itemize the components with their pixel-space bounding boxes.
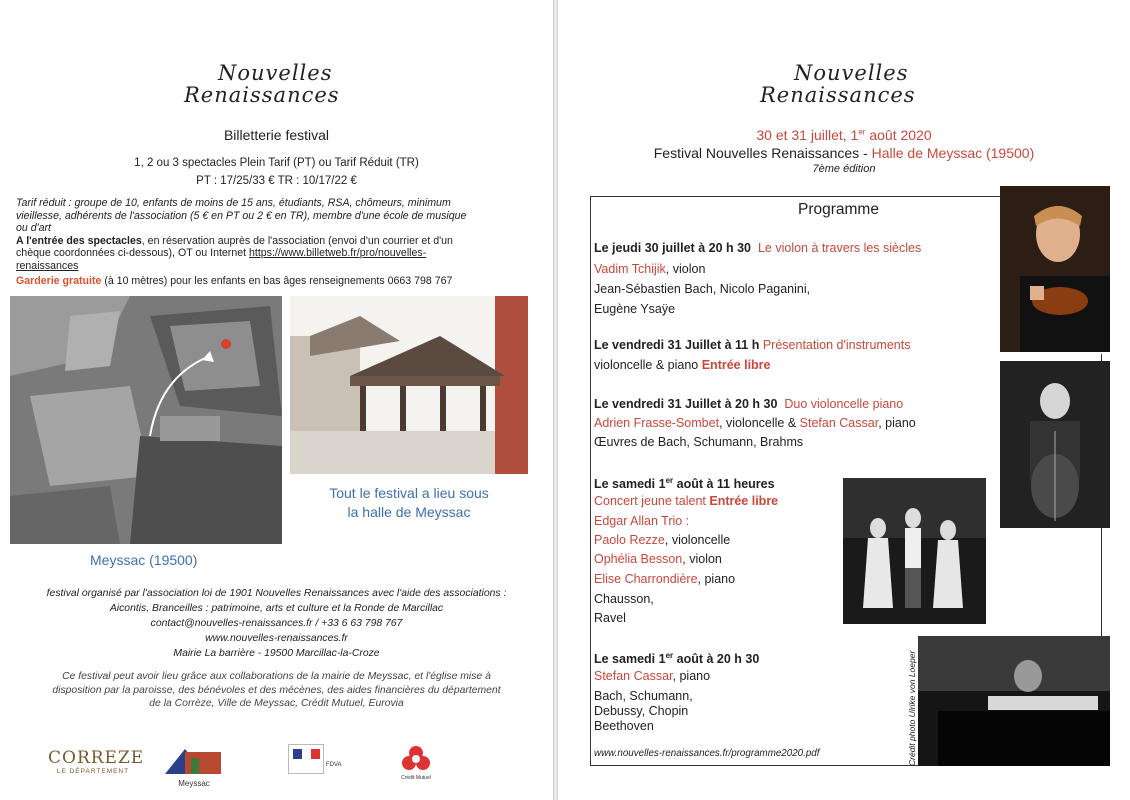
event4-title-a: Concert jeune talent [594, 494, 710, 508]
entry-bold: A l'entrée des spectacles [16, 234, 142, 247]
meyssac-text: Meyssac [178, 779, 210, 788]
halle-caption-l2: la halle de Meyssac [347, 504, 471, 520]
event5-artist: Stefan Cassar [594, 669, 673, 683]
event4-header [594, 473, 775, 492]
halle-photo [290, 296, 528, 474]
thanks-l1: Ce festival peut avoir lieu grâce aux collaborations de la mairie de Meyssac, et l'église mise à [62, 671, 491, 682]
event2-detail [594, 357, 771, 373]
ticket-heading: Billetterie festival [223, 127, 330, 143]
reduced-tariff [16, 197, 536, 287]
halle-caption-l1: Tout le festival a lieu sous [329, 485, 489, 501]
event2-header [594, 337, 910, 353]
logo-line1: Nouvelles [218, 61, 333, 85]
org-l1: festival organisé par l'association loi de 1901 Nouvelles Renaissances avec l'aide des associations : [46, 588, 507, 599]
logo-line2: Renaissances [184, 83, 340, 107]
event5-header [594, 648, 759, 667]
event2-date: Le vendredi 31 Juillet à 11 h [594, 338, 760, 352]
programme-title: Programme [798, 201, 879, 218]
event3-title: Duo violoncelle piano [784, 397, 904, 411]
festival-name [558, 145, 1130, 161]
aerial-map-image [10, 296, 282, 544]
festival-venue: Halle de Meyssac (19500) [871, 145, 1035, 161]
thanks-info [0, 670, 553, 711]
aerial-map-photo [10, 296, 282, 544]
credit-mutuel-text: Crédit Mutuel [401, 775, 431, 781]
tickets-line2: PT : 17/25/33 € TR : 10/17/22 € [196, 175, 357, 187]
billetweb-link-cont[interactable]: renaissances [16, 259, 79, 272]
tickets-line1: 1, 2 ou 3 spectacles Plein Tarif (PT) ou Tarif Réduit (TR) [134, 157, 419, 169]
event1-header [594, 240, 921, 256]
pianist-photo [918, 636, 1110, 766]
event3-works: Œuvres de Bach, Schumann, Brahms [594, 435, 804, 449]
trio-photo [843, 478, 986, 624]
event1-title: Le violon à travers les siècles [757, 241, 922, 255]
right-page [558, 0, 1130, 800]
event4-performer2 [594, 551, 722, 567]
event3-artist1: Adrien Frasse-Sombet [594, 416, 720, 430]
event4-performer3 [594, 571, 735, 587]
correze-sub: LE DÉPARTEMENT [56, 768, 130, 775]
event2-instruments: violoncelle & piano [594, 358, 702, 372]
organizer-info [0, 586, 553, 661]
meyssac-logo-image [165, 744, 223, 774]
logo-line2-right: Renaissances [760, 83, 916, 107]
event3-role1: , violoncelle & [719, 416, 800, 430]
billetweb-link[interactable]: https://www.billetweb.fr/pro/nouvelles- [249, 247, 427, 260]
programme-url[interactable]: www.nouvelles-renaissances.fr/programme2020.pdf [594, 748, 820, 759]
pianist-image [918, 636, 1110, 766]
event3-artist2: Stefan Cassar [799, 416, 879, 430]
event4-performer1 [594, 532, 730, 548]
left-page [0, 0, 553, 800]
event3-role2: , piano [878, 416, 916, 430]
org-l4: www.nouvelles-renaissances.fr [205, 633, 348, 644]
fdva-text: FDVA [326, 762, 342, 768]
event5-role: , piano [672, 669, 711, 683]
event4-p1-role: , violoncelle [664, 533, 731, 547]
event1-role: , violon [665, 262, 706, 276]
credit-mutuel-logo [398, 744, 434, 780]
event3-header [594, 396, 903, 412]
logo-line1-right: Nouvelles [794, 61, 909, 85]
event4-works1: Chausson, [594, 592, 654, 606]
event4-sup: er [665, 476, 674, 485]
thanks-l3: de la Corrèze, Ville de Meyssac, Crédit Mutuel, Eurovia [149, 698, 404, 709]
event4-p2-role: , violon [682, 552, 722, 566]
org-l3: contact@nouvelles-renaissances.fr / +33 6 63 798 767 [150, 618, 403, 629]
event1-works1: Jean-Sébastien Bach, Nicolo Paganini, [594, 282, 811, 296]
event1-works2: Eugène Ysaÿe [594, 302, 676, 316]
garderie-rest: (à 10 mètres) pour les enfants en bas âges renseignements 0663 798 767 [101, 274, 453, 287]
map-caption: Meyssac (19500) [90, 552, 198, 568]
entry-l2: chèque coordonnées ci-dessous), OT ou Internet [16, 247, 250, 260]
event1-artist-line [594, 261, 705, 277]
photo-credit: Crédit photo Ulrike von Loeper [907, 650, 917, 766]
event2-free: Entrée libre [701, 358, 771, 372]
event5-works3: Beethoven [594, 719, 654, 733]
entry-rest: , en réservation auprès de l'association (envoi d'un courrier et d'un [141, 234, 453, 247]
credit-mutuel-image [401, 744, 431, 770]
event4-p3-role: , piano [697, 572, 736, 586]
event5-sup: er [665, 651, 674, 660]
event4-p2: Ophélia Besson [594, 552, 683, 566]
reduced-l1: Tarif réduit : groupe de 10, enfants de moins de 15 ans, étudiants, RSA, chômeurs, minimum [16, 197, 451, 209]
meyssac-logo [165, 744, 223, 788]
festival-name-black: Festival Nouvelles Renaissances - [653, 145, 872, 161]
correze-logo [48, 748, 145, 775]
event5-artist-line [594, 668, 710, 684]
halle-caption [290, 484, 528, 522]
event4-group: Edgar Allan Trio : [594, 514, 690, 528]
edition: 7ème édition [812, 163, 876, 175]
garderie-bold: Garderie gratuite [16, 274, 102, 287]
festival-dates [558, 127, 1130, 143]
event5-date-b: août à 20 h 30 [673, 652, 760, 667]
event3-date: Le vendredi 31 Juillet à 20 h 30 [594, 397, 778, 411]
correze-text: CORREZE [48, 748, 145, 768]
event4-works2: Ravel [594, 611, 626, 625]
trio-image [843, 478, 986, 624]
violinist-photo [1000, 186, 1110, 352]
event4-date-b: août à 11 heures [673, 477, 775, 492]
event5-works2: Debussy, Chopin [594, 704, 689, 718]
event1-date: Le jeudi 30 juillet à 20 h 30 [594, 241, 752, 255]
cellist-image [1000, 361, 1110, 528]
halle-image [290, 296, 528, 474]
event2-title: Présentation d'instruments [762, 338, 911, 352]
org-l5: Mairie La barrière - 19500 Marcillac-la-Croze [173, 648, 380, 659]
event4-free: Entrée libre [709, 494, 779, 508]
violinist-image [1000, 186, 1110, 352]
org-l2: Aicontis, Branceilles : patrimoine, arts et culture et la Ronde de Marcillac [109, 603, 444, 614]
event5-date-a: Le samedi 1 [594, 652, 666, 667]
cellist-photo [1000, 361, 1110, 528]
event3-artists [594, 415, 916, 431]
dates-sup: er [858, 127, 866, 137]
dates-a: 30 et 31 juillet, 1 [756, 127, 859, 143]
event4-date-a: Le samedi 1 [594, 477, 666, 492]
event1-artist: Vadim Tchijik [594, 262, 666, 276]
event5-works1: Bach, Schumann, [594, 689, 693, 703]
festival-logo [184, 62, 340, 106]
reduced-l3: ou d'art [16, 222, 52, 235]
dates-b: août 2020 [865, 127, 932, 143]
republique-logo [288, 744, 324, 774]
reduced-l2: vieillesse, adhérents de l'association (5 € en PT ou 2 € en TR), membre d'une école de musique [16, 209, 467, 222]
event4-p1: Paolo Rezze [594, 533, 665, 547]
festival-logo-right [760, 62, 916, 106]
thanks-l2: disposition par la paroisse, des bénévoles et des mécènes, des aides financières du département [52, 684, 501, 696]
event4-p3: Elise Charrondière [594, 572, 698, 586]
event4-title [594, 493, 778, 509]
